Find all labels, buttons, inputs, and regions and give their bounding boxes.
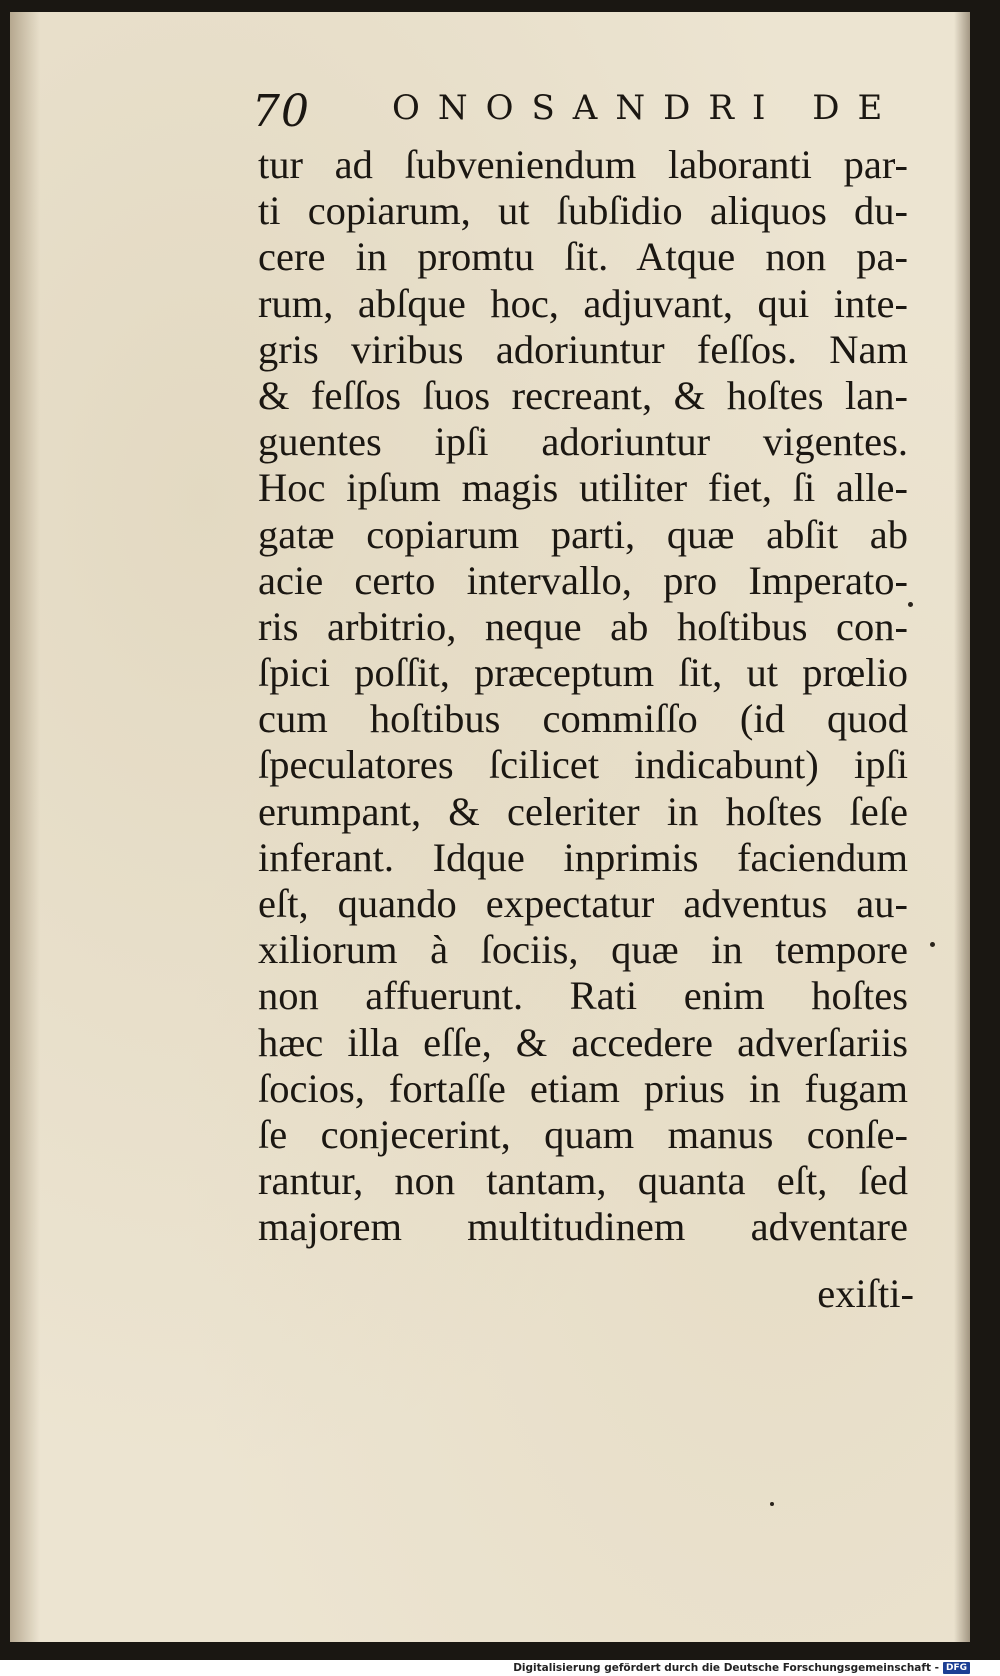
text-line: acie certo intervallo, pro Imperato- <box>258 557 908 603</box>
text-line: inferant. Idque inprimis faciendum <box>258 834 908 880</box>
credit-text: Digitalisierung gefördert durch die Deutsche Forschungsgemeinschaft - <box>513 1662 939 1674</box>
text-line: ſocios, fortaſſe etiam prius in fugam <box>258 1065 908 1111</box>
text-line: majorem multitudinem adventare <box>258 1204 908 1250</box>
running-head: ONOSANDRI DE <box>392 88 901 128</box>
digitization-credit <box>513 1660 970 1676</box>
text-line: & feſſos ſuos recreant, & hoſtes lan- <box>258 372 908 418</box>
text-line: guentes ipſi adoriuntur vigentes. <box>258 419 908 465</box>
text-line: ſpici poſſit, præceptum ſit, ut prœlio <box>258 650 908 696</box>
page-gutter-shadow <box>10 12 40 1642</box>
text-line: non affuerunt. Rati enim hoſtes <box>258 973 908 1019</box>
body-text <box>258 142 908 1251</box>
page-edge-shadow <box>954 12 970 1642</box>
text-line: rum, abſque hoc, adjuvant, qui inte- <box>258 280 908 326</box>
page-number: 70 <box>252 86 310 137</box>
text-line: eſt, quando expectatur adventus au- <box>258 881 908 926</box>
text-line: tur ad ſubveniendum laboranti par- <box>258 142 908 187</box>
dfg-logo-icon: DFG <box>943 1662 970 1674</box>
text-line: Hoc ipſum magis utiliter fiet, ſi alle- <box>258 465 908 511</box>
text-line: gatæ copiarum parti, quæ abſit ab <box>258 511 908 557</box>
text-line: erumpant, & celeriter in hoſtes ſeſe <box>258 788 908 834</box>
catchword: exiſti- <box>817 1271 914 1316</box>
text-line: ſe conjecerint, quam manus conſe- <box>258 1111 908 1157</box>
text-line: cum hoſtibus commiſſo (id quod <box>258 696 908 742</box>
paper-speck <box>908 602 913 607</box>
paper-speck <box>770 1502 774 1506</box>
text-line: cere in promtu ſit. Atque non pa- <box>258 234 908 280</box>
text-line: xiliorum à ſociis, quæ in tempore <box>258 927 908 973</box>
text-line: gris viribus adoriuntur feſſos. Nam <box>258 326 908 372</box>
text-line: rantur, non tantam, quanta eſt, ſed <box>258 1158 908 1204</box>
text-line: ti copiarum, ut ſubſidio aliquos du- <box>258 188 908 234</box>
paper-speck <box>930 942 935 947</box>
text-line: ris arbitrio, neque ab hoſtibus con- <box>258 603 908 649</box>
text-line: hæc illa eſſe, & accedere adverſariis <box>258 1019 908 1065</box>
text-line: ſpeculatores ſcilicet indicabunt) ipſi <box>258 742 908 788</box>
